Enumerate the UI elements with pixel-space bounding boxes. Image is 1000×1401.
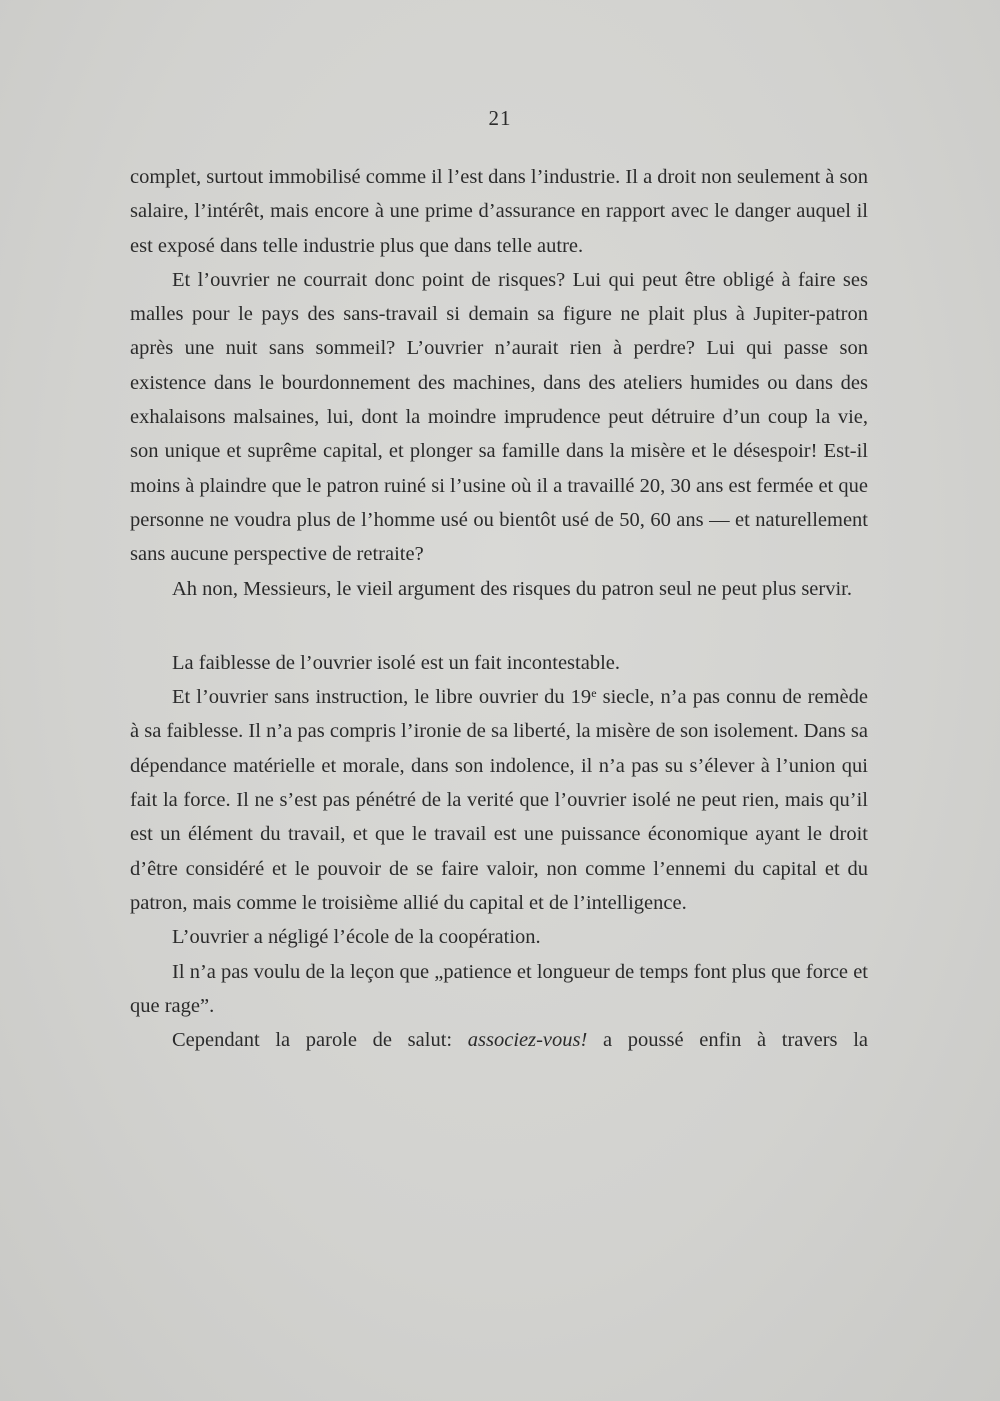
paragraph-5-text-b: siecle, n’a pas connu de remède à sa faiblesse. Il n’a pas compris l’ironie de sa liberté, la misère de son isolement. Dans sa dépendance matérielle et morale, dans son indolence, il n’a pas su s’élever à l’union qui fait la force. Il ne s’est pas pénétré de la verité que l’ouvrier isolé ne peut rien, mais qu’il est un élément du travail, et que le travail est une puissance économique ayant le droit d’être considéré et le pouvoir de se faire valoir, non comme l’ennemi du capital et du patron, mais comme le troisième allié du capital et de l’intelligence.	[130, 686, 868, 914]
paragraph-2: Et l’ouvrier ne courrait donc point de risques? Lui qui peut être obligé à faire ses malles pour le pays des sans-travail si demain sa figure ne plait plus à Jupiter-patron après une nuit sans sommeil? L’ouvrier n’aurait rien à perdre? Lui qui passe son existence dans le bourdonnement des machines, dans des ateliers humides ou dans des exhalaisons malsaines, lui, dont la moindre imprudence peut détruire d’un coup la vie, son unique et suprême capital, et plonger sa famille dans la misère et le désespoir! Est-il moins à plaindre que le patron ruiné si l’usine où il a travaillé 20, 30 ans est fermée et que personne ne voudra plus de l’homme usé ou bientôt usé de 50, 60 ans — et naturellement sans aucune perspective de retraite?	[130, 268, 868, 566]
paragraph-7: Il n’a pas voulu de la leçon que „patience et longueur de temps font plus que force et que rage”.	[130, 960, 868, 1017]
page-number: 21	[488, 106, 512, 130]
emphasis-associez-vous: associez-vous!	[467, 1029, 588, 1052]
section-gap	[130, 606, 868, 646]
paragraph-6: L’ouvrier a négligé l’école de la coopération.	[172, 926, 541, 949]
superscript-e: e	[591, 686, 597, 701]
paragraph-4: La faiblesse de l’ouvrier isolé est un fait incontestable.	[172, 651, 620, 674]
body-text	[130, 160, 868, 1057]
paragraph-5	[130, 680, 868, 920]
paragraph-1: complet, surtout immobilisé comme il l’est dans l’industrie. Il a droit non seulement à son salaire, l’intérêt, mais encore à une prime d’assurance en rapport avec le danger auquel il est exposé dans telle industrie plus que dans telle autre.	[130, 166, 868, 257]
paragraph-5-text-a: Et l’ouvrier sans instruction, le libre ouvrier du 19	[172, 686, 592, 709]
paragraph-8	[130, 1023, 868, 1057]
paragraph-8-text-b: a poussé enfin à travers la	[587, 1029, 868, 1052]
paragraph-8-text-a: Cependant la parole de salut:	[172, 1029, 468, 1052]
paragraph-3: Ah non, Messieurs, le vieil argument des risques du patron seul ne peut plus servir.	[172, 577, 852, 600]
